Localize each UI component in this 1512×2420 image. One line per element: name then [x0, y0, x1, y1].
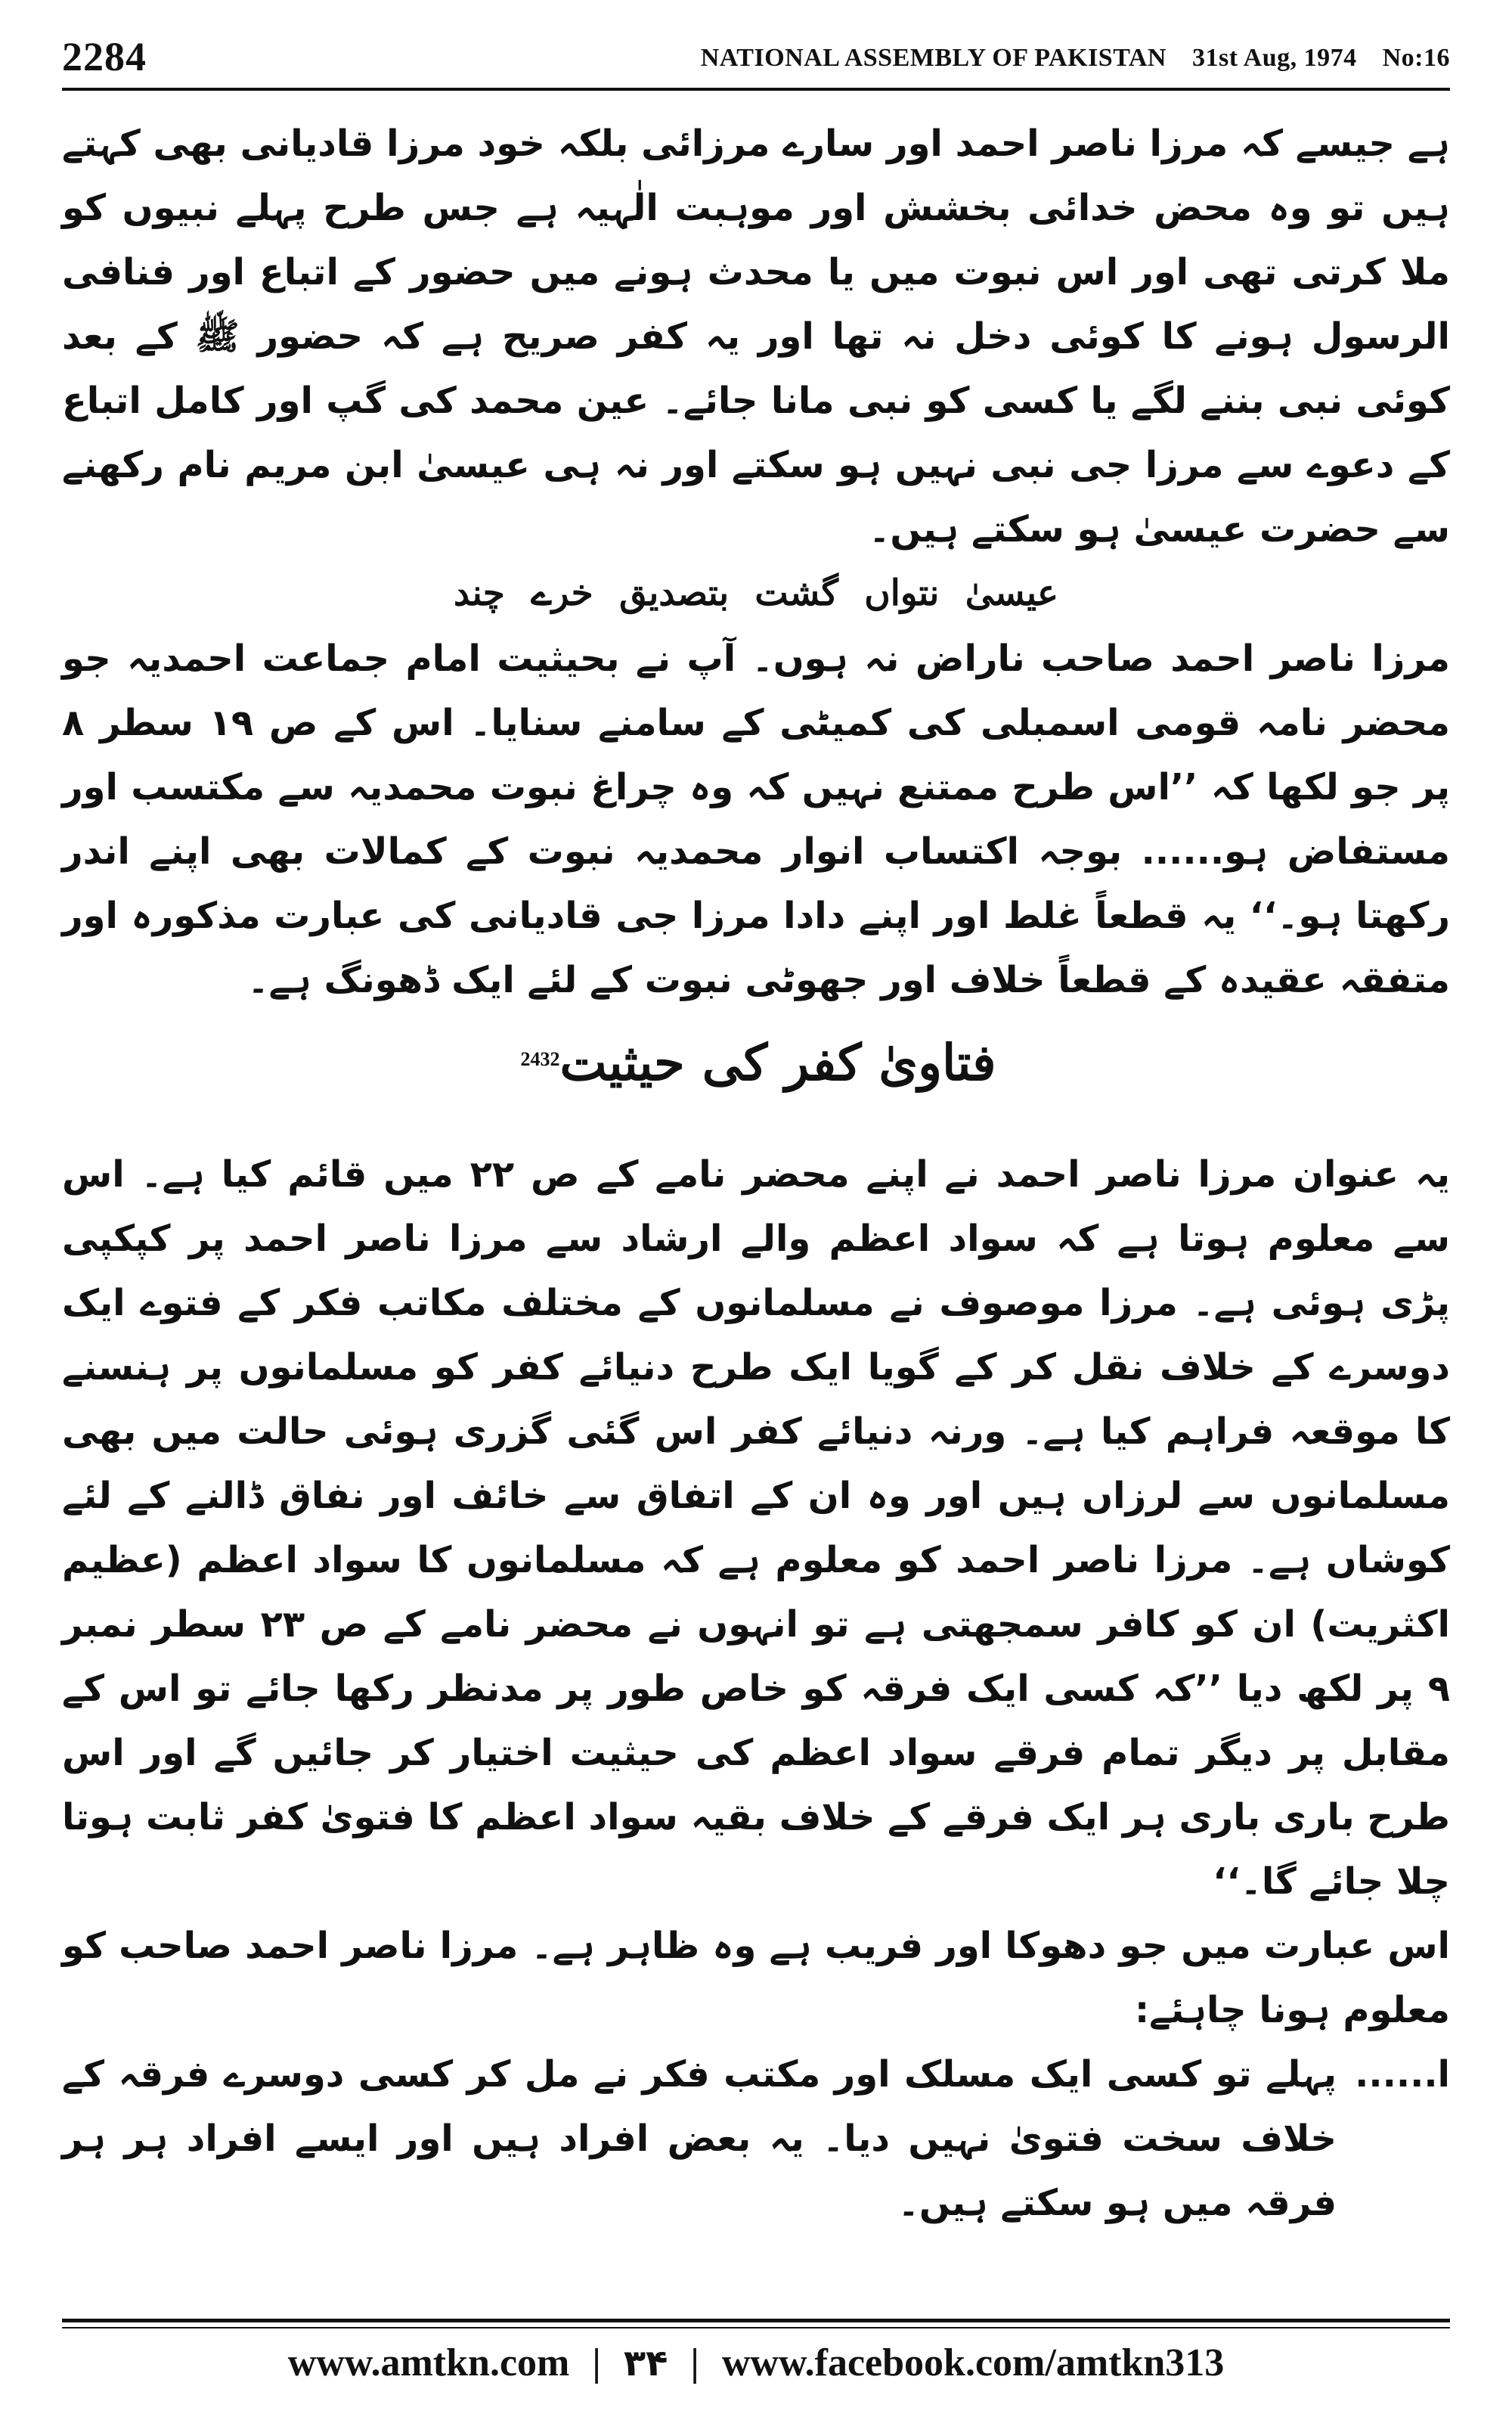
header-info [701, 44, 1450, 77]
publication-title: NATIONAL ASSEMBLY OF PAKISTAN [700, 44, 1167, 72]
list-item-1 [62, 2043, 1450, 2235]
session-date: 31st Aug, 1974 [1191, 44, 1357, 72]
page-footer [62, 2337, 1450, 2390]
heading-reference-number: 2432 [520, 1048, 560, 1070]
paragraph-3: یہ عنوان مرزا ناصر احمد نے اپنے محضر نامے کے ص ۲۲ میں قائم کیا ہے۔ اس سے معلوم ہوتا ہے کہ سواد اعظم والے ارشاد سے مرزا ناصر احمد پر کپکپی پڑی ہوئی ہے۔ مرزا موصوف نے مسلمانوں کے مختلف مکاتب فکر کے فتوے ایک دوسرے کے خلاف نقل کر کے گویا ایک طرح دنیائے کفر کو مسلمانوں پر ہنسنے کا موقعہ فراہم کیا ہے۔ ورنہ دنیائے کفر اس گئی گزری ہوئی حالت میں بھی مسلمانوں سے لرزاں ہیں اور وہ ان کے اتفاق سے خائف اور نفاق ڈالنے کے لئے کوشاں ہے۔ مرزا ناصر احمد کو معلوم ہے کہ مسلمانوں کا سواد اعظم (عظیم اکثریت) ان کو کافر سمجھتی ہے تو انہوں نے محضر نامے کے ص ۲۳ سطر نمبر ۹ پر لکھ دیا ’’کہ کسی ایک فرقہ کو خاص طور پر مدنظر رکھا جائے تو اس کے مقابل پر دیگر تمام فرقے سواد اعظم کی حیثیت اختیار کر جائیں گے اور اس طرح باری باری ہر ایک فرقے کے خلاف بقیہ سواد اعظم کا فتویٰ کفر ثابت ہوتا چلا جائے گا۔‘‘ [62, 1153, 1450, 1903]
list-item-marker: ا...... [1355, 2053, 1450, 2096]
issue-number: No:16 [1382, 44, 1450, 72]
footer-separator-left: | [592, 2341, 601, 2384]
page-header [62, 30, 1450, 77]
footer-separator-right: | [690, 2341, 699, 2384]
paragraph-1: ہے جیسے کہ مرزا ناصر احمد اور سارے مرزائی بلکہ خود مرزا قادیانی بھی کہتے ہیں تو وہ محض خدائی بخشش اور موہبت الٰہیہ ہے جس طرح پہلے نبیوں کو ملا کرتی تھی اور اس نبوت میں یا محدث ہونے میں حضور کے اتباع اور فنافی الرسول ہونے کا کوئی دخل نہ تھا اور یہ کفر صریح ہے کہ حضور ﷺ کے بعد کوئی نبی بننے لگے یا کسی کو نبی مانا جائے۔ عین محمد کی گپ اور کامل اتباع کے دعوے سے مرزا جی نبی نہیں ہو سکتے اور نہ ہی عیسیٰ ابن مریم نام رکھنے سے حضرت عیسیٰ ہو سکتے ہیں۔ [62, 123, 1450, 551]
header-rule [62, 88, 1450, 91]
website-link[interactable]: www.amtkn.com [287, 2341, 570, 2384]
facebook-link[interactable]: www.facebook.com/amtkn313 [721, 2341, 1225, 2384]
footer-rule-thin [62, 2327, 1450, 2328]
persian-verse: عیسیٰ نتواں گشت بتصدیق خرے چند [453, 572, 1059, 614]
paragraph-4: اس عبارت میں جو دھوکا اور فریب ہے وہ ظاہر ہے۔ مرزا ناصر احمد صاحب کو معلوم ہونا چاہئے: [62, 1925, 1450, 2031]
section-heading [62, 1028, 1450, 1097]
main-text [62, 112, 1450, 2235]
page-number: 2284 [62, 34, 147, 79]
footer-rule-thick [62, 2319, 1450, 2322]
paragraph-2: مرزا ناصر احمد صاحب ناراض نہ ہوں۔ آپ نے بحیثیت امام جماعت احمدیہ جو محضر نامہ قومی اسمبلی کی کمیٹی کے سامنے سنایا۔ اس کے ص ۱۹ سطر ۸ پر جو لکھا کہ ’’اس طرح ممتنع نہیں کہ وہ چراغ نبوت محمدیہ سے مکتسب اور مستفاض ہو...... بوجہ اکتساب انوار محمدیہ نبوت کے کمالات بھی اپنے اندر رکھتا ہو۔‘‘ یہ قطعاً غلط اور اپنے دادا مرزا جی قادیانی کی عبارت مذکورہ اور متفقہ عقیدہ کے قطعاً خلاف اور جھوٹی نبوت کے لئے ایک ڈھونگ ہے۔ [62, 638, 1451, 1001]
list-item-text: پہلے تو کسی ایک مسلک اور مکتب فکر نے مل کر کسی دوسرے فرقہ کے خلاف سخت فتویٰ نہیں دیا۔ یہ بعض افراد ہیں اور ایسے افراد ہر ہر فرقہ میں ہو سکتے ہیں۔ [62, 2053, 1337, 2224]
section-heading-text: فتاویٰ کفر کی حیثیت [559, 1033, 996, 1092]
footer-page-number: ۳۴ [623, 2342, 668, 2384]
